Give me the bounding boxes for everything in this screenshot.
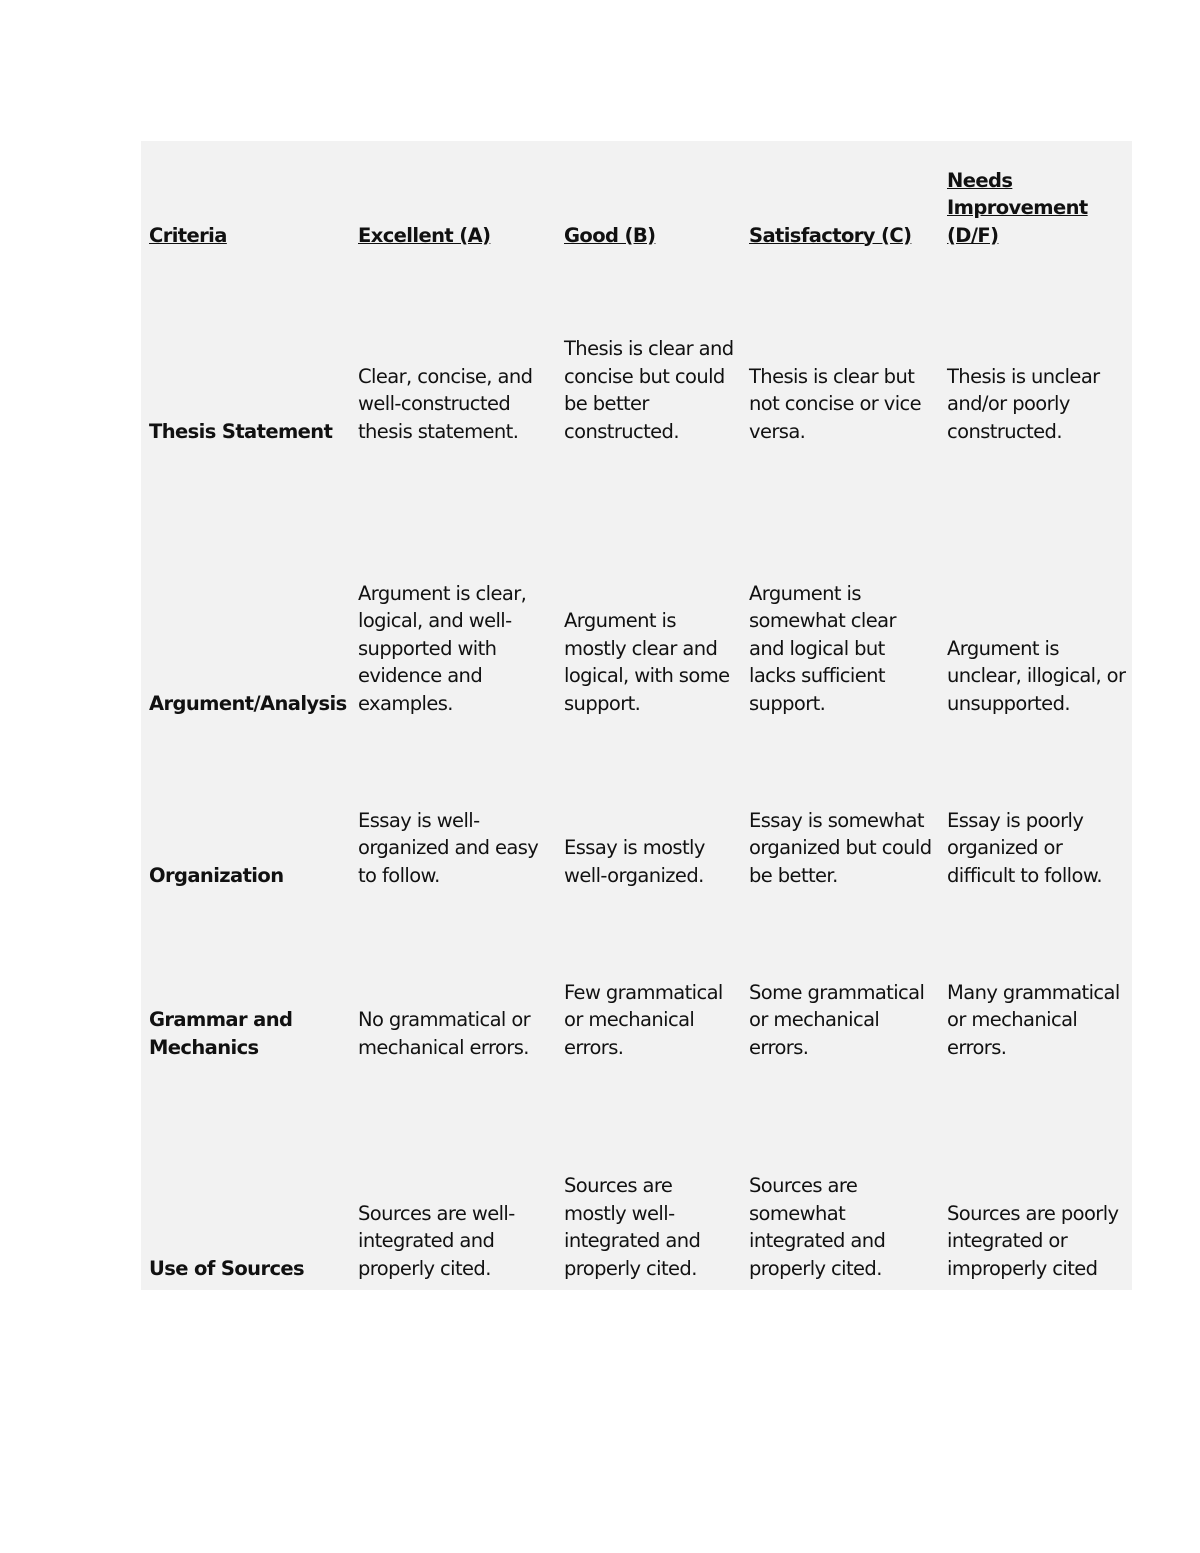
header-needs-improvement: Needs Improvement (D/F) xyxy=(947,168,1088,247)
grading-rubric-table xyxy=(141,141,1132,1290)
rating-cell: Sources are poorly integrated or improperly cited xyxy=(947,1201,1119,1280)
rating-cell: Sources are mostly well-integrated and properly cited. xyxy=(564,1174,701,1280)
rating-cell: Thesis is clear but not concise or vice versa. xyxy=(749,364,922,443)
header-satisfactory: Satisfactory (C) xyxy=(749,223,912,247)
header-criteria: Criteria xyxy=(149,223,227,247)
criterion-label: Argument/Analysis xyxy=(149,691,347,715)
rating-cell: Essay is poorly organized or difficult to follow. xyxy=(947,808,1102,887)
table-row xyxy=(141,1069,1132,1290)
rating-cell: Argument is unclear, illogical, or unsupported. xyxy=(947,636,1126,715)
rating-cell: No grammatical or mechanical errors. xyxy=(358,1008,531,1059)
rating-cell: Thesis is clear and concise but could be better constructed. xyxy=(564,337,734,443)
criterion-label: Thesis Statement xyxy=(149,419,333,443)
rating-cell: Few grammatical or mechanical errors. xyxy=(564,980,723,1059)
rating-cell: Thesis is unclear and/or poorly constructed. xyxy=(947,364,1100,443)
rating-cell: Essay is well-organized and easy to follow. xyxy=(358,808,539,887)
rating-cell: Sources are somewhat integrated and properly cited. xyxy=(749,1174,886,1280)
table-row xyxy=(141,897,1132,1069)
rating-cell: Argument is somewhat clear and logical but lacks sufficient support. xyxy=(749,581,896,715)
rating-cell: Clear, concise, and well-constructed thesis statement. xyxy=(358,364,533,443)
header-row xyxy=(141,141,1132,251)
rating-cell: Essay is mostly well-organized. xyxy=(564,836,705,887)
table-row xyxy=(141,251,1132,453)
criterion-label: Organization xyxy=(149,863,284,887)
rating-cell: Many grammatical or mechanical errors. xyxy=(947,980,1120,1059)
header-excellent: Excellent (A) xyxy=(358,223,491,247)
table-row xyxy=(141,725,1132,897)
header-good: Good (B) xyxy=(564,223,656,247)
table-row xyxy=(141,453,1132,725)
criterion-label: Use of Sources xyxy=(149,1256,305,1280)
rating-cell: Argument is clear, logical, and well-supported with evidence and examples. xyxy=(358,581,527,715)
criterion-label: Grammar and Mechanics xyxy=(149,1008,293,1059)
rating-cell: Essay is somewhat organized but could be better. xyxy=(749,808,932,887)
rating-cell: Some grammatical or mechanical errors. xyxy=(749,980,925,1059)
rating-cell: Sources are well-integrated and properly cited. xyxy=(358,1201,515,1280)
rating-cell: Argument is mostly clear and logical, with some support. xyxy=(564,609,730,715)
